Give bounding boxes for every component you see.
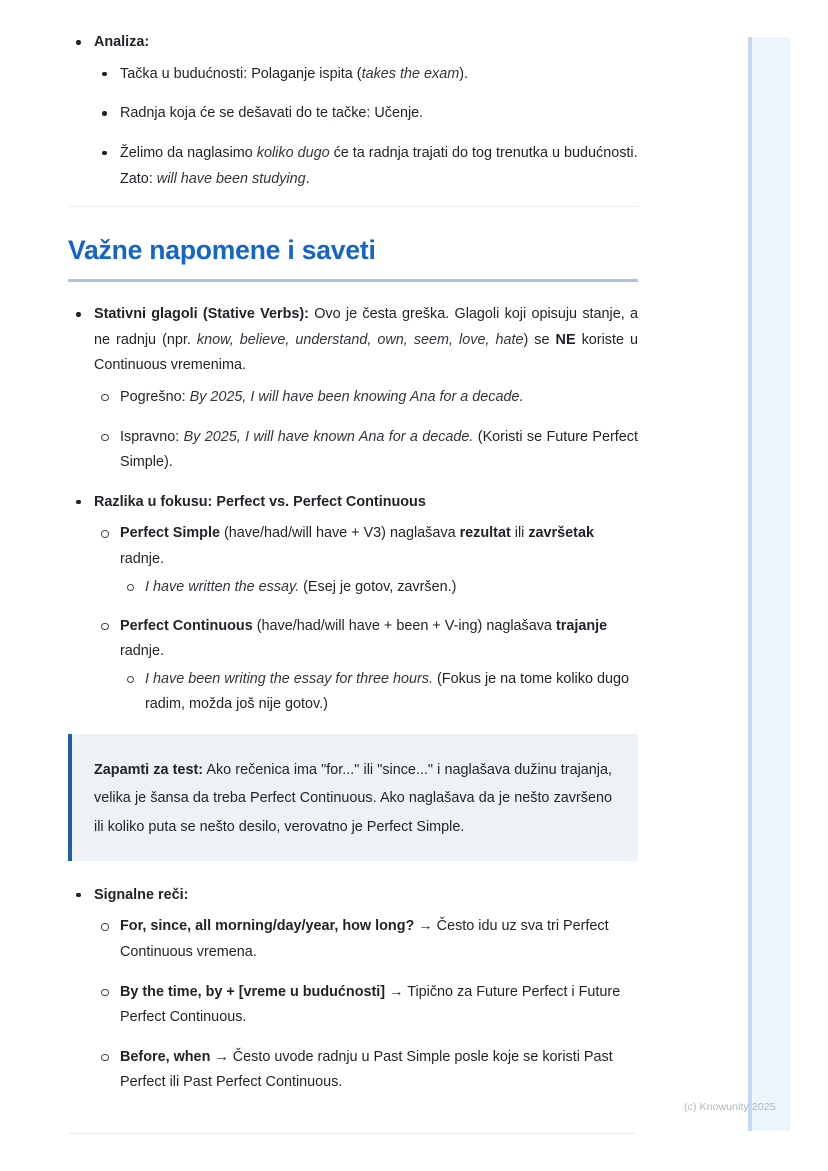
arrow-icon: →: [418, 918, 433, 935]
term-desc: (have/had/will have + V3) naglašava: [219, 525, 460, 542]
list-item: [68, 883, 638, 1096]
signal-words-list: [68, 883, 638, 1096]
signal-words-sublist: [94, 914, 638, 1096]
signal-word-desc: Tipično za Future Perfect i Future Perfect Continuous.: [120, 983, 621, 1026]
difference-example-list: [120, 667, 638, 717]
list-item: [94, 914, 638, 965]
example-tail: (Koristi se Future Perfect Simple).: [120, 428, 638, 471]
term-emphasis-1: trajanje: [555, 617, 608, 634]
text-italic-2: will have been studying: [156, 170, 306, 187]
signal-word-desc: Često uvode radnju u Past Simple posle koje se koristi Past Perfect ili Past Perfect Continuous.: [120, 1048, 613, 1091]
text-italic: koliko dugo: [256, 144, 330, 161]
remember-callout: [68, 734, 638, 860]
list-item: [94, 141, 638, 192]
list-item: [94, 62, 638, 88]
section-divider: [68, 206, 638, 207]
example-sentence: By 2025, I will have known Ana for a decade.: [183, 428, 474, 445]
example-sentence: I have written the essay.: [145, 578, 300, 595]
example-note: (Esej je gotov, završen.): [299, 578, 457, 595]
stative-verbs: know, believe, understand, own, seem, love, hate: [196, 331, 524, 348]
text-lead: Radnja koja će se dešavati do te tačke: Učenje.: [120, 105, 424, 122]
arrow-icon: →: [214, 1048, 229, 1065]
signal-words-title: Signalne reči:: [94, 886, 189, 903]
list-item: [94, 101, 638, 127]
analysis-list: [68, 30, 638, 192]
tips-list: [68, 302, 638, 716]
example-sentence: By 2025, I will have been knowing Ana for a decade.: [189, 388, 524, 405]
example-note: (Fokus je na tome koliko dugo radim, možda još nije gotov.): [145, 670, 629, 712]
list-item: [68, 30, 638, 192]
stative-examples-list: [94, 385, 638, 476]
list-item: [94, 980, 638, 1031]
term-desc: (have/had/will have + been + V-ing) naglašava: [252, 617, 556, 634]
copyright-watermark: (c) Knowunity 2025: [684, 1101, 776, 1113]
difference-title: Razlika u fokusu: Perfect vs. Perfect Continuous: [94, 493, 426, 510]
list-item: [68, 302, 638, 476]
callout-text: Ako rečenica ima "for..." ili "since..." i naglašava dužinu trajanja, velika je šansa da treba Perfect Continuous. Ako naglašava da je nešto završeno ili koliko puta se nešto desilo, verovatno je Perfect Simple.: [94, 762, 612, 835]
page-side-strip: [748, 37, 790, 1131]
example-sentence: I have been writing the essay for three hours.: [145, 670, 433, 687]
text-body-2: ) se: [523, 331, 556, 348]
heading-underline: [68, 279, 638, 282]
text-lead: Želimo da naglasimo: [120, 144, 257, 161]
term-emphasis-2: završetak: [528, 525, 594, 542]
list-item: [94, 521, 638, 599]
term-desc-3: radnje.: [120, 643, 165, 660]
signal-word-term: For, since, all morning/day/year, how long?: [120, 918, 415, 935]
list-item: [94, 614, 638, 717]
negation-emphasis: NE: [555, 331, 576, 348]
text-body-3: koriste u Continuous vremenima.: [94, 331, 638, 374]
list-item: [94, 1045, 638, 1096]
list-item: [68, 490, 638, 717]
callout-label: Zapamti za test:: [94, 762, 204, 779]
text-mid: će ta radnja trajati do tog trenutka u budućnosti. Zato:: [120, 144, 638, 187]
list-item: [94, 425, 638, 476]
example-label: Ispravno:: [120, 428, 184, 445]
term-name: Perfect Continuous: [120, 617, 253, 634]
difference-example-list: [120, 575, 638, 600]
page-title: Važne napomene i saveti: [68, 235, 376, 266]
bottom-divider: [68, 1133, 636, 1134]
text-tail: .: [305, 170, 310, 187]
term-desc-3: radnje.: [120, 551, 165, 568]
list-item: [120, 575, 638, 600]
text-italic: takes the exam: [361, 65, 460, 82]
analysis-title: Analiza:: [94, 34, 150, 50]
signal-word-term: By the time, by + [vreme u budućnosti]: [120, 983, 386, 1000]
signal-word-term: Before, when: [120, 1048, 211, 1065]
difference-list: [94, 521, 638, 716]
page-side-strip-edge: [748, 37, 752, 1131]
stative-label: Stativni glagoli (Stative Verbs):: [94, 306, 309, 322]
term-name: Perfect Simple: [120, 525, 220, 542]
arrow-icon: →: [389, 983, 404, 1000]
list-item: [94, 385, 638, 411]
text-body: Ovo je česta greška. Glagoli koji opisuju stanje, a ne radnju (npr.: [94, 306, 639, 348]
signal-word-desc: Često idu uz sva tri Perfect Continuous vremena.: [120, 918, 609, 960]
text-lead: Tačka u budućnosti: Polaganje ispita (: [120, 65, 362, 82]
text-tail: ).: [459, 65, 468, 82]
list-item: [120, 667, 638, 717]
example-label: Pogrešno:: [120, 388, 190, 405]
term-emphasis-1: rezultat: [459, 525, 511, 542]
term-desc-2: ili: [510, 525, 529, 542]
analysis-sublist: [94, 62, 638, 193]
